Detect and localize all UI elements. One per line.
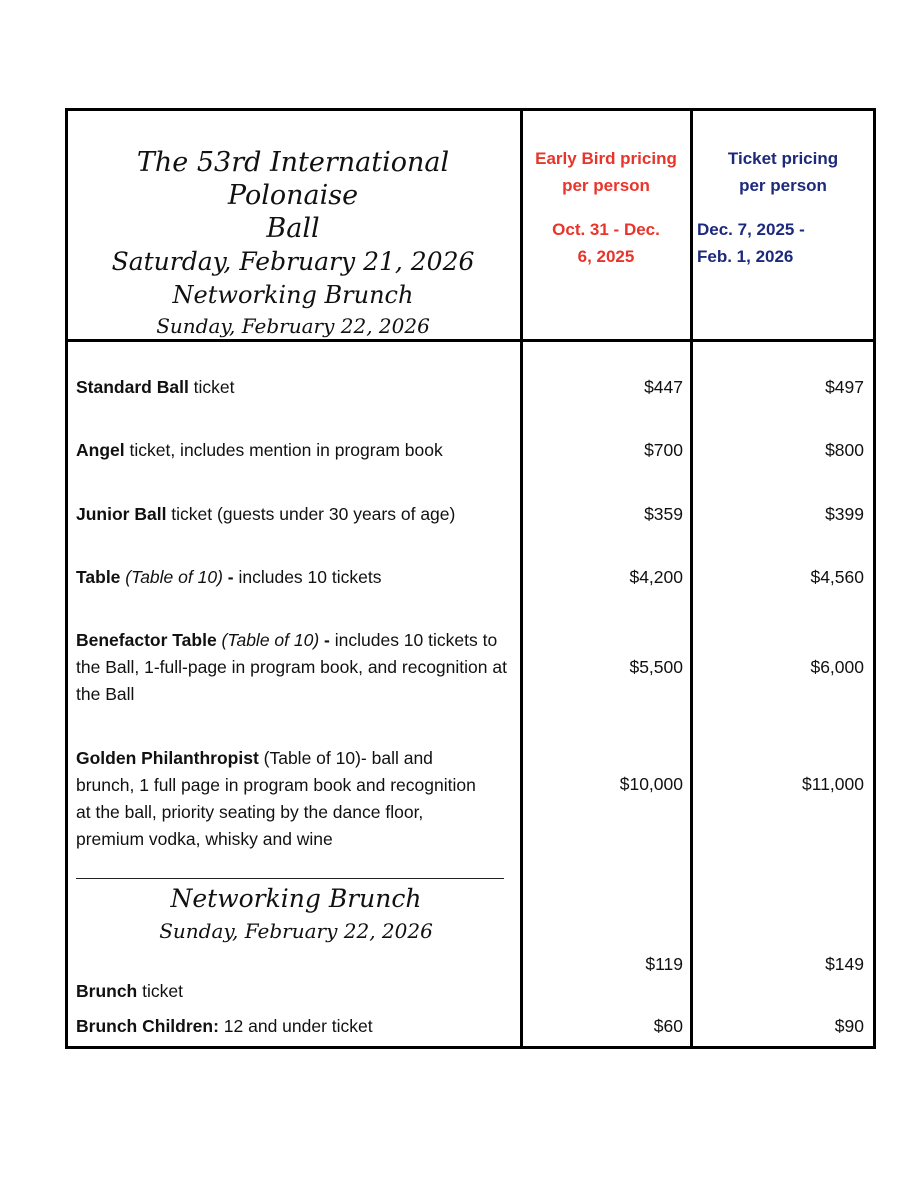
- ticket-pricing-dates: Dec. 7, 2025 - Feb. 1, 2026: [697, 220, 805, 266]
- price-early: $119: [645, 954, 683, 974]
- price-early: $60: [653, 1016, 683, 1036]
- price-regular: $497: [825, 377, 864, 397]
- price-regular: $399: [825, 504, 864, 524]
- price-regular: $149: [825, 954, 864, 974]
- price-regular: $11,000: [802, 774, 864, 794]
- row-junior-ball: Junior Ball ticket (guests under 30 years of age): [76, 504, 456, 524]
- ticket-pricing-header: Ticket pricing per person: [727, 149, 839, 195]
- brunch-date: Sunday, February 22, 2026: [156, 314, 430, 338]
- price-early: $700: [644, 440, 683, 460]
- price-early: $447: [644, 377, 683, 397]
- price-early: $4,200: [629, 567, 683, 587]
- price-early: $359: [644, 504, 683, 524]
- price-early: $10,000: [619, 774, 683, 794]
- column-divider: [520, 108, 523, 1049]
- row-brunch-ticket: Brunch ticket: [76, 981, 183, 1001]
- price-regular: $6,000: [810, 657, 864, 677]
- price-regular: $4,560: [810, 567, 864, 587]
- brunch-section-heading: Networking Brunch: [170, 884, 422, 913]
- brunch-section-title: [76, 882, 516, 946]
- row-benefactor-table: Benefactor Table (Table of 10) - includes 10 tickets to the Ball, 1-full-page in program book, and recognition at the Ball: [76, 630, 507, 704]
- early-bird-header: Early Bird pricing per person: [535, 149, 677, 195]
- event-title: The 53rd International Polonaise: [136, 147, 450, 211]
- price-regular: $800: [825, 440, 864, 460]
- brunch-heading: Networking Brunch: [172, 281, 414, 309]
- row-table: Table (Table of 10) - includes 10 tickets: [76, 567, 382, 587]
- event-date: Saturday, February 21, 2026: [111, 247, 475, 276]
- section-rule: [76, 878, 504, 879]
- row-standard-ball: Standard Ball ticket: [76, 377, 235, 397]
- early-bird-dates: Oct. 31 - Dec. 6, 2025: [552, 220, 660, 266]
- event-title-block: [70, 146, 516, 341]
- row-angel: Angel ticket, includes mention in program book: [76, 440, 443, 460]
- price-regular: $90: [834, 1016, 864, 1036]
- row-golden-philanthropist: Golden Philanthropist (Table of 10)- ball and brunch, 1 full page in program book and recognition at the ball, priority seating by the dance floor, premium vodka, whisky and wine: [76, 748, 476, 849]
- row-brunch-children: Brunch Children: 12 and under ticket: [76, 1016, 373, 1036]
- event-title-cont: Ball: [266, 213, 320, 244]
- price-early: $5,500: [629, 657, 683, 677]
- brunch-section-date: Sunday, February 22, 2026: [159, 919, 433, 943]
- column-divider: [690, 108, 693, 1049]
